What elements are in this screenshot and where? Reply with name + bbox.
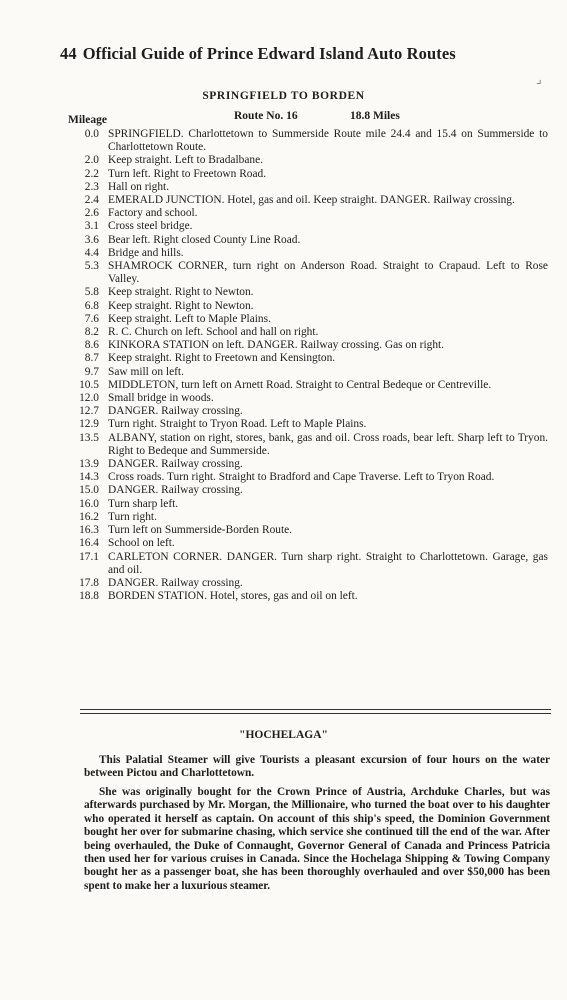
route-entry-mileage: 12.7 [79, 405, 99, 418]
route-entry-direction: Keep straight. Left to Bradalbane. [108, 154, 263, 167]
route-entry [0, 168, 567, 181]
route-entry-direction: BORDEN STATION. Hotel, stores, gas and oil on left. [108, 590, 358, 603]
route-entry-mileage: 2.4 [84, 194, 99, 207]
route-entry-mileage: 8.2 [84, 326, 99, 339]
route-entry-direction: Cross steel bridge. [108, 220, 193, 233]
route-entry [0, 551, 567, 577]
route-entry [0, 128, 567, 154]
route-entry-direction: Bear left. Right closed County Line Road. [108, 233, 301, 246]
steamer-title: "HOCHELAGA" [239, 729, 328, 741]
route-entry-direction: Turn sharp left. [108, 497, 179, 510]
route-entry [0, 154, 567, 167]
route-entry [0, 498, 567, 511]
route-entry-direction: KINKORA STATION on left. DANGER. Railway crossing. Gas on right. [108, 339, 445, 352]
route-entry-mileage: 16.3 [79, 524, 99, 537]
route-entry [0, 352, 567, 365]
route-entry-direction: Keep straight. Right to Freetown and Kensington. [108, 352, 336, 365]
route-entry [0, 432, 567, 458]
route-entry [0, 577, 567, 590]
route-entry-mileage: 13.5 [79, 431, 99, 444]
route-entry-direction: Turn right. [108, 510, 157, 523]
route-entry-mileage: 2.6 [84, 207, 99, 220]
route-entry [0, 405, 567, 418]
route-entry-mileage: 3.1 [84, 220, 99, 233]
route-number: Route No. 16 [234, 110, 298, 122]
route-entry [0, 286, 567, 299]
route-entry-direction: Factory and school. [108, 207, 198, 220]
route-entry-mileage: 12.9 [79, 418, 99, 431]
route-entry [0, 471, 567, 484]
route-title: SPRINGFIELD TO BORDEN [202, 90, 365, 102]
steamer-intro: This Palatial Steamer will give Tourists a pleasant excursion of four hours on the water between Pictou and Charlottetown. [84, 754, 550, 780]
route-entry-mileage: 17.8 [79, 576, 99, 589]
route-entry [0, 537, 567, 550]
route-entry-direction: Hall on right. [108, 180, 170, 193]
route-entry-mileage: 14.3 [79, 471, 99, 484]
page-number: 44 [60, 44, 77, 63]
route-entry [0, 458, 567, 471]
route-entry-mileage: 18.8 [79, 590, 99, 603]
route-entry-mileage: 6.8 [84, 299, 99, 312]
route-entry [0, 339, 567, 352]
route-entry [0, 313, 567, 326]
route-entry [0, 379, 567, 392]
route-entry-mileage: 7.6 [84, 312, 99, 325]
route-entry-mileage: 10.5 [79, 378, 99, 391]
route-entry-mileage: 4.4 [84, 246, 99, 259]
route-entry [0, 247, 567, 260]
route-entry-direction: Saw mill on left. [108, 365, 184, 378]
route-entry-mileage: 13.9 [79, 458, 99, 471]
route-entry-direction: Keep straight. Right to Newton. [108, 299, 254, 312]
route-entry-mileage: 9.7 [84, 365, 99, 378]
route-entry-direction: DANGER. Railway crossing. [108, 576, 243, 589]
route-entry-direction: SHAMROCK CORNER, turn right on Anderson Road. Straight to Crapaud. Left to Rose Valley. [108, 260, 548, 286]
route-entry [0, 392, 567, 405]
route-entry-mileage: 8.7 [84, 352, 99, 365]
route-entry [0, 418, 567, 431]
route-entry-mileage: 0.0 [84, 128, 99, 140]
route-entry-direction: Turn right. Straight to Tryon Road. Left to Maple Plains. [108, 418, 367, 431]
route-entry [0, 366, 567, 379]
route-entry-direction: DANGER. Railway crossing. [108, 484, 243, 497]
route-entry [0, 524, 567, 537]
route-entry-mileage: 16.0 [79, 497, 99, 510]
route-entry-mileage: 16.4 [79, 537, 99, 550]
route-entry-direction: Cross roads. Turn right. Straight to Bradford and Cape Traverse. Left to Tryon Road. [108, 471, 495, 484]
route-entry [0, 590, 567, 603]
route-entry-direction: DANGER. Railway crossing. [108, 458, 243, 471]
route-entry-mileage: 12.0 [79, 392, 99, 405]
route-entry-mileage: 5.3 [84, 260, 99, 273]
route-entry-direction: ALBANY, station on right, stores, bank, gas and oil. Cross roads, bear left. Sharp left to Tryon. Right to Bedeque and Summerside. [108, 431, 548, 457]
route-entry [0, 207, 567, 220]
route-entry [0, 220, 567, 233]
route-log [0, 128, 567, 603]
steamer-description: She was originally bought for the Crown Prince of Austria, Archduke Charles, but was afterwards purchased by Mr. Morgan, the Millionaire, who turned the boat over to his daughter who operated it herself as captain. On account of this ship's speed, the Dominion Government bought her over for submarine chasing, which service she continued till the end of the war. After being overhauled, the Duke of Connaught, Governor General of Canada and Princess Patricia then used her for various cruises in Canada. Since the Hochelaga Shipping & Towing Company bought her as a passenger boat, she has been thoroughly overhauled and over $50,000 has been spent to make her a luxurious steamer. [84, 786, 550, 892]
guide-title: Official Guide of Prince Edward Island Auto Routes [82, 44, 456, 63]
route-entry-direction: R. C. Church on left. School and hall on right. [108, 326, 319, 339]
route-entry-direction: DANGER. Railway crossing. [108, 405, 243, 418]
section-divider [80, 709, 551, 710]
route-entry-direction: Turn left on Summerside-Borden Route. [108, 524, 293, 537]
route-entry [0, 484, 567, 497]
route-entry [0, 300, 567, 313]
route-entry [0, 326, 567, 339]
route-entry [0, 260, 567, 286]
route-entry [0, 194, 567, 207]
mileage-column-label: Mileage [68, 114, 107, 126]
route-entry-mileage: 8.6 [84, 339, 99, 352]
page-header [60, 44, 530, 64]
route-entry-direction: Turn left. Right to Freetown Road. [108, 167, 267, 180]
print-mark: ⌟ [536, 72, 542, 86]
route-entry [0, 511, 567, 524]
route-entry [0, 181, 567, 194]
section-divider-thin [80, 713, 551, 714]
route-entry-mileage: 15.0 [79, 484, 99, 497]
route-entry-direction: Bridge and hills. [108, 246, 184, 259]
route-entry-direction: EMERALD JUNCTION. Hotel, gas and oil. Keep straight. DANGER. Railway crossing. [108, 194, 515, 207]
route-entry-direction: School on left. [108, 537, 175, 550]
route-entry-mileage: 5.8 [84, 286, 99, 299]
route-entry-mileage: 3.6 [84, 233, 99, 246]
route-distance: 18.8 Miles [350, 110, 400, 122]
route-entry [0, 234, 567, 247]
route-entry-direction: MIDDLETON, turn left on Arnett Road. Straight to Central Bedeque or Centreville. [108, 378, 492, 391]
route-entry-direction: SPRINGFIELD. Charlottetown to Summerside Route mile 24.4 and 15.4 on Summerside to Charlottetown Route. [108, 128, 548, 154]
route-entry-direction: Keep straight. Right to Newton. [108, 286, 254, 299]
route-entry-mileage: 17.1 [79, 550, 99, 563]
route-entry-mileage: 2.2 [84, 167, 99, 180]
route-entry-direction: CARLETON CORNER. DANGER. Turn sharp right. Straight to Charlottetown. Garage, gas and oil. [108, 550, 548, 576]
route-entry-direction: Small bridge in woods. [108, 392, 214, 405]
route-entry-mileage: 2.3 [84, 180, 99, 193]
route-entry-mileage: 16.2 [79, 510, 99, 523]
route-entry-direction: Keep straight. Left to Maple Plains. [108, 312, 271, 325]
route-entry-mileage: 2.0 [84, 154, 99, 167]
